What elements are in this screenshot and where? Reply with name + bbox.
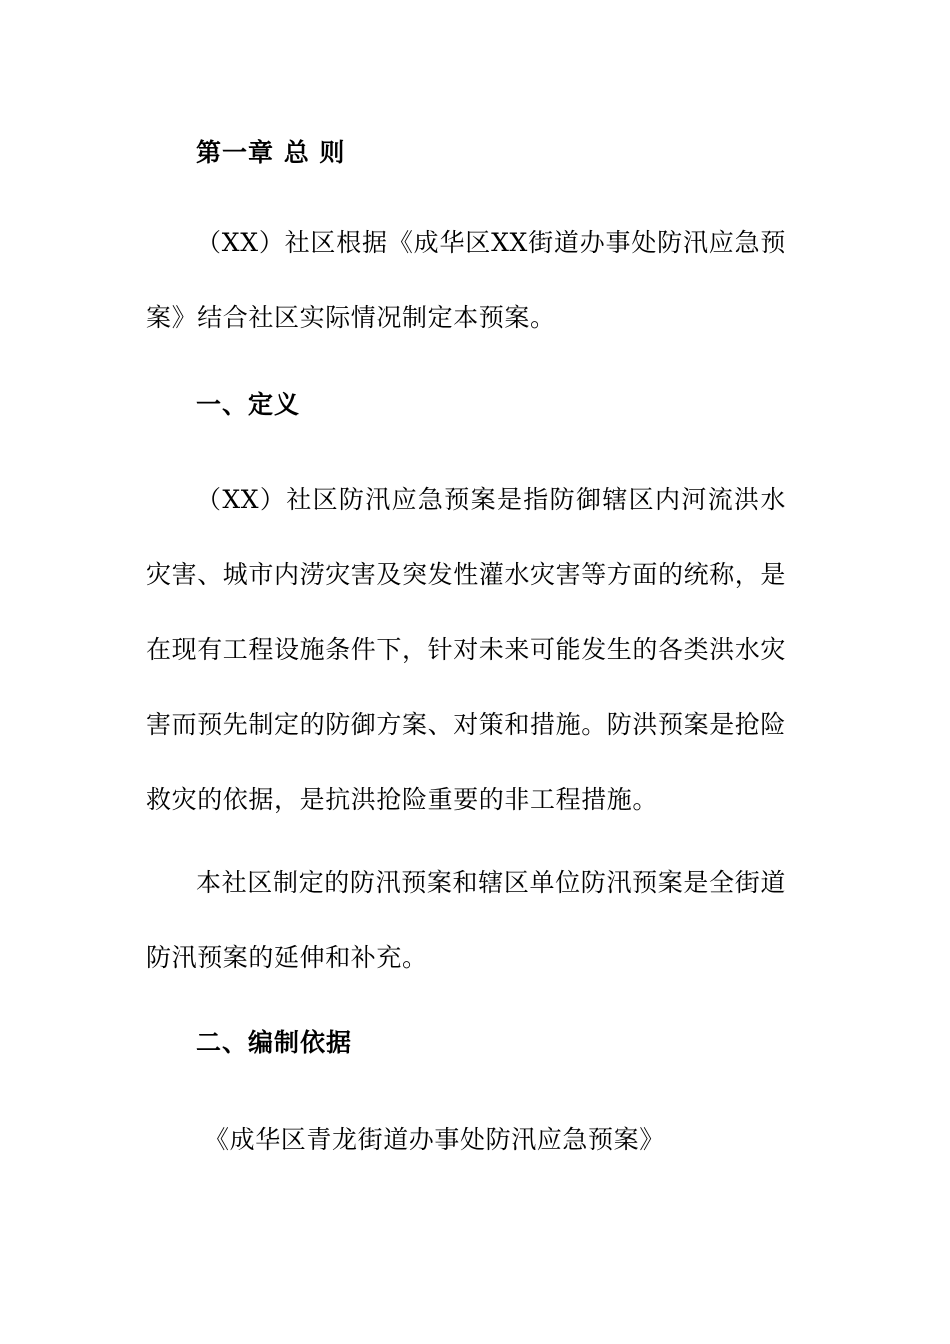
basis-paragraph: 《成华区青龙街道办事处防汛应急预案》: [204, 1125, 665, 1154]
section-title-basis: 二、编制依据: [196, 1028, 353, 1057]
chapter-title: 第一章 总 则: [196, 138, 346, 167]
definition-paragraph-1: （XX）社区防汛应急预案是指防御辖区内河流洪水灾害、城市内涝灾害及突发性灌水灾害等方面的统称，是在现有工程设施条件下，针对未来可能发生的各类洪水灾害而预先制定的防御方案、对策和措施。防洪预案是抢险救灾的依据，是抗洪抢险重要的非工程措施。: [146, 485, 787, 814]
intro-paragraph: （XX）社区根据《成华区XX街道办事处防汛应急预案》结合社区实际情况制定本预案。: [146, 228, 786, 332]
definition-paragraph-2: 本社区制定的防汛预案和辖区单位防汛预案是全街道防汛预案的延伸和补充。: [146, 868, 786, 972]
section-title-definition: 一、定义: [196, 390, 301, 419]
